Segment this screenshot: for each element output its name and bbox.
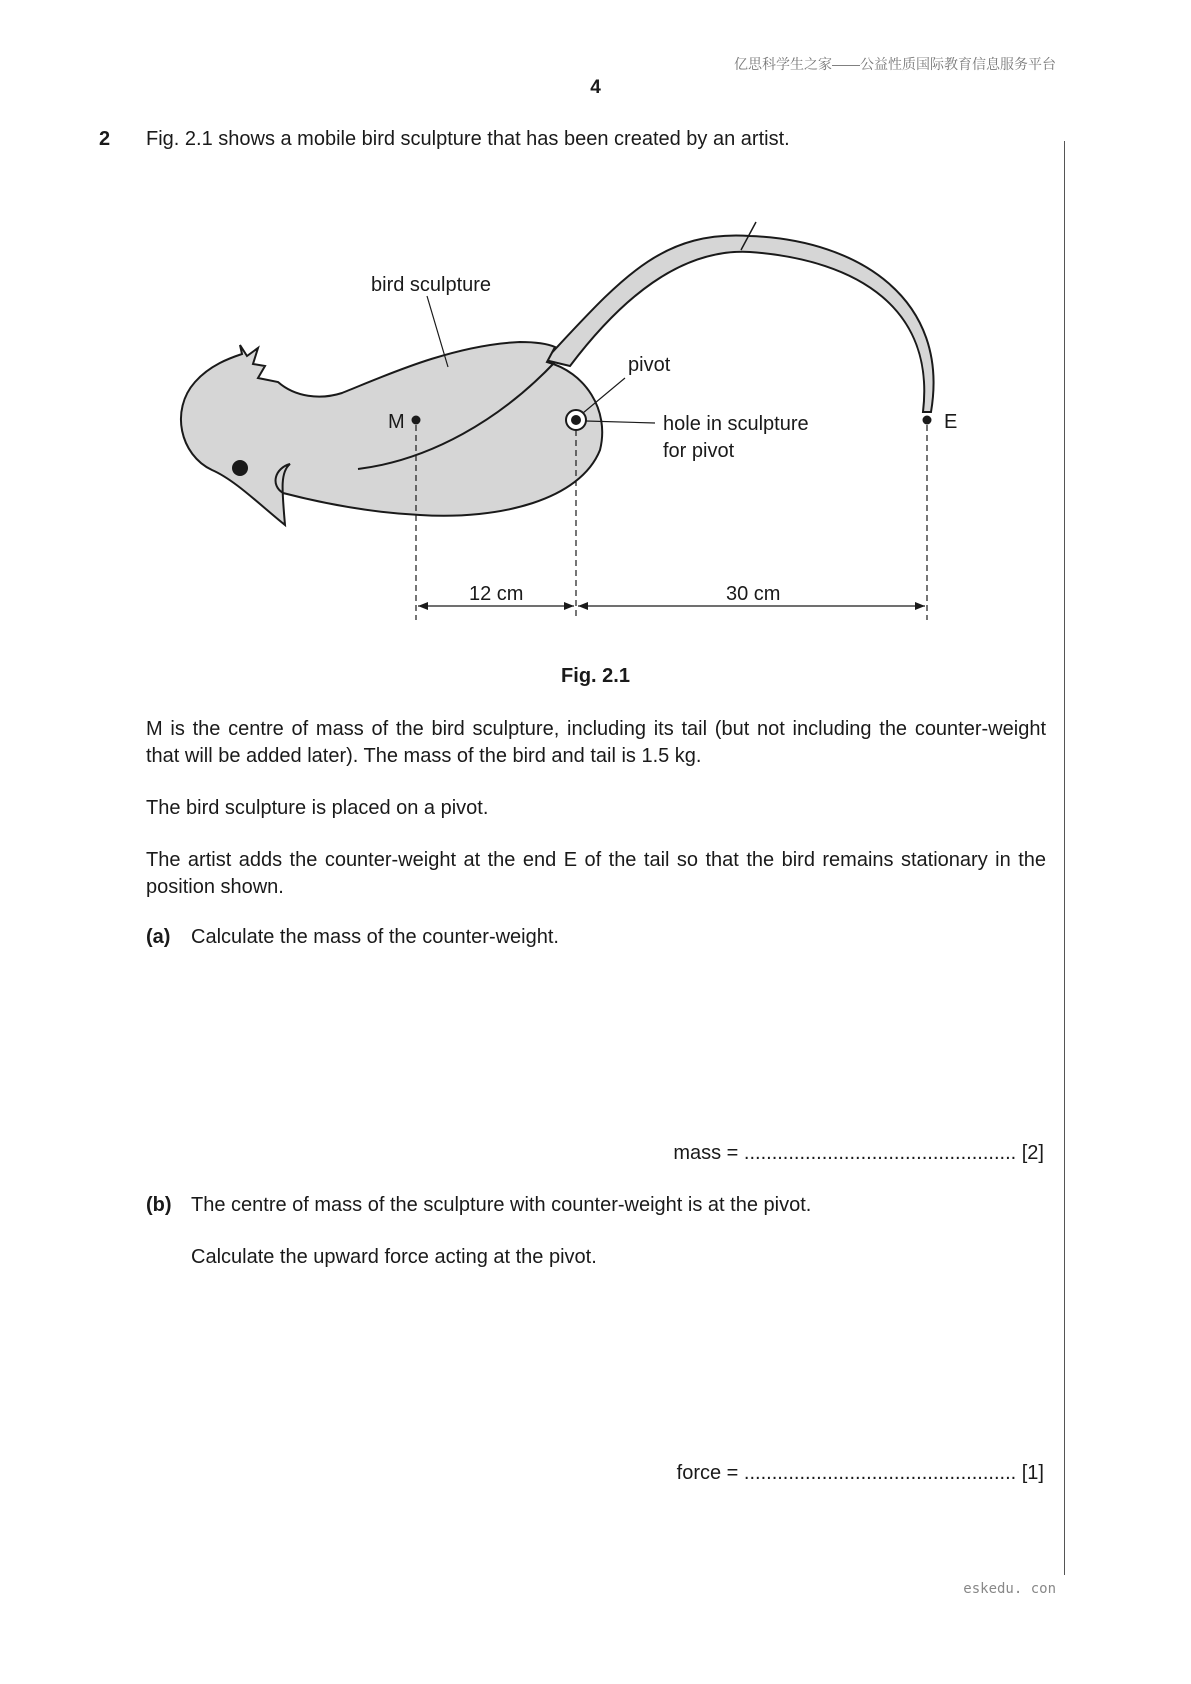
arrowhead — [915, 602, 925, 610]
arrowhead — [578, 602, 588, 610]
bird-eye — [232, 460, 248, 476]
centre-of-mass-point — [412, 416, 421, 425]
arrowhead — [564, 602, 574, 610]
question-number: 2 — [99, 128, 111, 150]
label-distance-12: 12 cm — [469, 583, 524, 605]
bird-sculpture-figure — [0, 0, 1191, 660]
answer-label-force: force = — [676, 1462, 739, 1484]
header-site-name: 亿思科学生之家——公益性质国际教育信息服务平台 — [734, 56, 1056, 72]
marks-b: [1] — [1021, 1462, 1044, 1484]
pivot-point — [571, 415, 581, 425]
part-a-label: (a) — [146, 926, 171, 948]
bird-tail — [545, 236, 934, 412]
paragraph-counter-weight: The artist adds the counter-weight at the end E of the tail so that the bird remains stationary in the position shown. — [146, 849, 1046, 898]
part-b-text2: Calculate the upward force acting at the pivot. — [191, 1246, 597, 1268]
label-M: M — [388, 411, 405, 433]
label-bird-sculpture: bird sculpture — [371, 274, 492, 296]
marks-a: [2] — [1021, 1142, 1044, 1164]
arrowhead — [418, 602, 428, 610]
footer-site: eskedu. con — [963, 1581, 1056, 1597]
label-distance-30: 30 cm — [726, 583, 781, 605]
label-hole-line2: for pivot — [663, 440, 735, 462]
part-b-label: (b) — [146, 1194, 172, 1216]
answer-line-force[interactable] — [677, 1462, 1044, 1485]
page-number: 4 — [590, 77, 601, 98]
answer-dots-force[interactable]: ................................................. — [743, 1462, 1017, 1484]
paragraph-pivot: The bird sculpture is placed on a pivot. — [146, 797, 489, 819]
answer-line-mass[interactable] — [673, 1142, 1044, 1165]
end-E-point — [923, 416, 932, 425]
label-E: E — [944, 411, 958, 433]
answer-dots-mass[interactable]: ................................................. — [743, 1142, 1017, 1164]
bird-body — [181, 342, 602, 525]
answer-label-mass: mass = — [673, 1142, 739, 1164]
question-intro: Fig. 2.1 shows a mobile bird sculpture that has been created by an artist. — [146, 128, 790, 150]
part-a-text: Calculate the mass of the counter-weight. — [191, 926, 559, 948]
label-hole-line1: hole in sculpture — [663, 413, 809, 435]
figure-caption: Fig. 2.1 — [561, 665, 630, 687]
paragraph-centre-of-mass: M is the centre of mass of the bird sculpture, including its tail (but not including the counter-weight that will be added later). The mass of the bird and tail is 1.5 kg. — [146, 718, 1046, 767]
part-b-text: The centre of mass of the sculpture with counter-weight is at the pivot. — [191, 1194, 812, 1216]
label-pivot: pivot — [628, 354, 671, 376]
